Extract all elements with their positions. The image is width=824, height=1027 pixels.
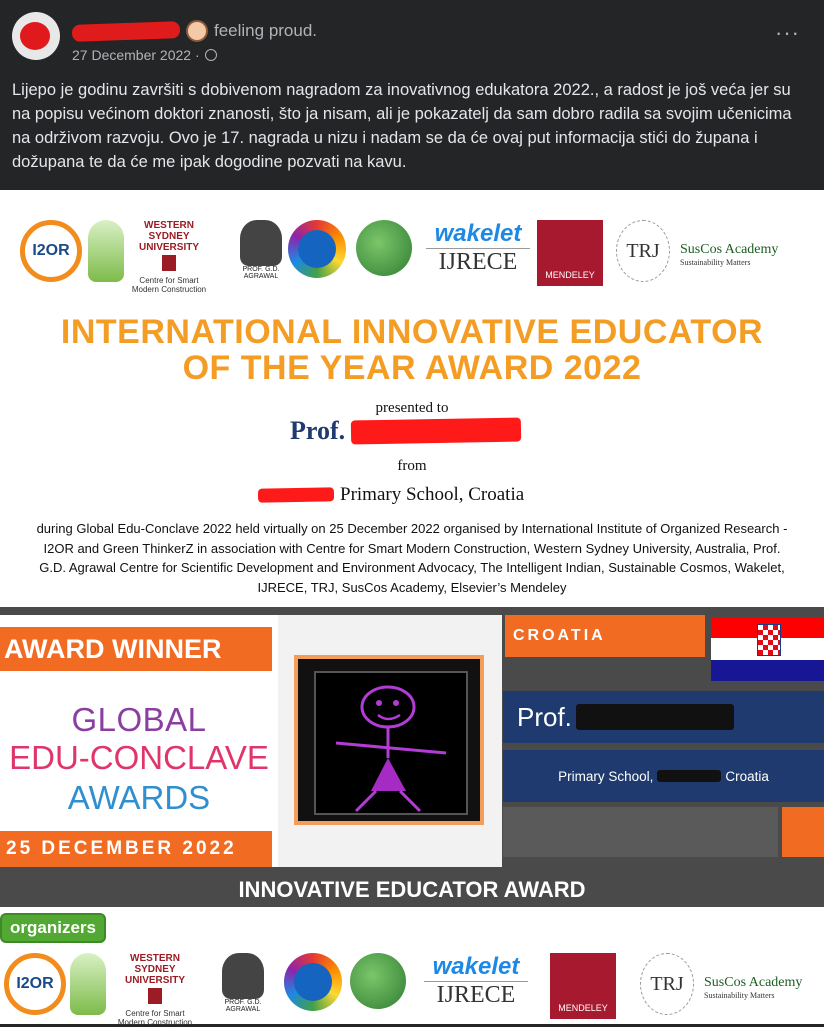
wakelet-text-2: wakelet	[432, 953, 520, 980]
recipient-name-redacted	[351, 418, 521, 445]
earth-logo-2	[350, 953, 406, 1009]
i2or-logo-2: I2OR	[4, 953, 66, 1015]
school-text: Primary School, Croatia	[340, 484, 525, 505]
sponsor-logos	[20, 220, 804, 292]
post-text: Lijepo je godinu završiti s dobivenom nagradom za inovativnog edukatora 2022., a radost je još veća jer su na popisu većinom doktori znanosti, što ja nisam, ali je pokazatelj da sam dobro radila sa svojim učenicima na održivom razvoju. Ovo je 17. nagrada u nizu i nadam se da će ovaj put informacija stići do župana i dožupana te da će me ipak dogodine pozvati na kavu.	[12, 81, 792, 171]
banner-school-redacted	[657, 770, 721, 782]
agrawal-name: PROF. G.D. AGRAWAL	[242, 266, 280, 280]
globe-icon[interactable]	[205, 49, 217, 61]
photo-redaction	[314, 671, 468, 815]
mendeley-logo-2: MENDELEY	[550, 953, 616, 1019]
wakelet-logo	[426, 220, 530, 276]
wakelet-logo-2	[424, 953, 528, 1009]
author-line	[72, 20, 317, 42]
more-options-icon[interactable]: ···	[775, 20, 800, 45]
suscos-logo-2	[704, 953, 824, 1013]
suscos-name-2: SusCos Academy	[704, 975, 803, 990]
certificate-image[interactable]	[0, 190, 824, 607]
country-label: CROATIA	[505, 615, 705, 657]
avatar[interactable]	[12, 12, 60, 60]
banner-school-suffix: Croatia	[725, 768, 769, 784]
author-name-redacted[interactable]	[72, 21, 181, 42]
wsu-sub: Centre for Smart Modern Construction	[131, 276, 207, 294]
suscos-logo	[680, 220, 804, 280]
certificate-title	[0, 314, 824, 386]
suscos-name: SusCos Academy	[680, 242, 779, 257]
wsu-name: WESTERN SYDNEY UNIVERSITY	[138, 220, 199, 253]
wsu-logo	[128, 220, 210, 294]
edu-conclave-text: EDU-CONCLAVE	[9, 739, 269, 776]
bulb-logo	[88, 220, 124, 282]
agrawal-portrait-icon	[240, 220, 282, 266]
banner-orange-square	[782, 807, 824, 857]
presented-to: presented to	[375, 400, 449, 416]
wsu-shield-icon	[162, 255, 176, 271]
mendeley-logo: MENDELEY	[537, 220, 603, 286]
wakelet-text: wakelet	[434, 220, 522, 247]
awards-text: AWARDS	[67, 779, 211, 816]
suscos-tag: Sustainability Matters	[680, 258, 751, 267]
wsu-shield-icon-2	[148, 988, 162, 1004]
wsu-sub-2: Centre for Smart Modern Construction	[117, 1009, 193, 1027]
feeling-emoji-icon	[186, 20, 208, 42]
intelligent-indian-logo	[288, 220, 346, 278]
banner-date: 25 DECEMBER 2022	[0, 831, 272, 867]
innovative-educator-award-bar: INNOVATIVE EDUCATOR AWARD	[0, 873, 824, 907]
feeling-text: feeling proud.	[214, 21, 318, 40]
earth-logo	[356, 220, 412, 276]
title-line-1: INTERNATIONAL INNOVATIVE EDUCATOR	[60, 313, 764, 351]
organizers-section	[0, 907, 824, 1027]
recipient-title: Prof.	[290, 416, 346, 445]
school-name-redacted	[258, 487, 334, 502]
ijrece-text: IJRECE	[426, 248, 530, 276]
banner-school-prefix: Primary School,	[558, 768, 654, 784]
wsu-logo-2	[114, 953, 196, 1027]
organizers-label: organizers	[0, 913, 106, 943]
agrawal-name-2: PROF. G.D. AGRAWAL	[224, 999, 262, 1013]
agrawal-logo	[226, 220, 296, 282]
recipient-line	[290, 416, 521, 446]
banner-grey-strip	[503, 807, 778, 857]
suscos-tag-2: Sustainability Matters	[704, 991, 775, 1000]
photo-area	[278, 615, 502, 867]
bulb-logo-2	[70, 953, 106, 1015]
award-banner[interactable]	[0, 607, 824, 873]
lightbulb-icon-2	[294, 963, 332, 1001]
post-header	[0, 0, 824, 190]
banner-recipient	[503, 691, 824, 743]
ijrece-text-2: IJRECE	[424, 981, 528, 1009]
school-line	[258, 484, 524, 506]
post-meta	[72, 47, 217, 63]
certificate-description: during Global Edu-Conclave 2022 held virtually on 25 December 2022 organised by International Institute of Organized Research - I2OR and Green ThinkerZ in association with Centre for Smart Modern Construction, Western Sydney University, Australia, Prof. G.D. Agrawal Centre for Scientific Development and Environment Advocacy, The Intelligent Indian, Sustainable Cosmos, Wakelet, IJRECE, TRJ, SusCos Academy, Elsevier’s Mendeley	[36, 521, 788, 595]
stick-figure-doodle-icon	[316, 673, 466, 813]
title-line-2: OF THE YEAR AWARD 2022	[182, 349, 642, 387]
redacted-photo	[294, 655, 484, 825]
trj-logo: TRJ	[616, 220, 670, 282]
i2or-logo: I2OR	[20, 220, 82, 282]
redaction-mark	[20, 22, 50, 50]
intelligent-indian-logo-2	[284, 953, 342, 1011]
from-label: from	[397, 458, 427, 474]
lightbulb-icon	[298, 230, 336, 268]
banner-left-panel	[0, 615, 278, 867]
award-winner-label: AWARD WINNER	[0, 627, 272, 671]
croatia-flag-icon	[711, 617, 824, 681]
banner-school	[503, 750, 824, 802]
agrawal-portrait-icon-2	[222, 953, 264, 999]
wsu-name-2: WESTERN SYDNEY UNIVERSITY	[124, 953, 185, 986]
trj-logo-2: TRJ	[640, 953, 694, 1015]
agrawal-logo-2	[208, 953, 278, 1015]
post-date[interactable]: 27 December 2022 ·	[72, 47, 200, 63]
banner-recipient-title: Prof.	[517, 701, 572, 732]
banner-name-redacted	[576, 704, 734, 730]
global-text: GLOBAL	[71, 701, 207, 738]
organizer-logos	[4, 953, 824, 1027]
